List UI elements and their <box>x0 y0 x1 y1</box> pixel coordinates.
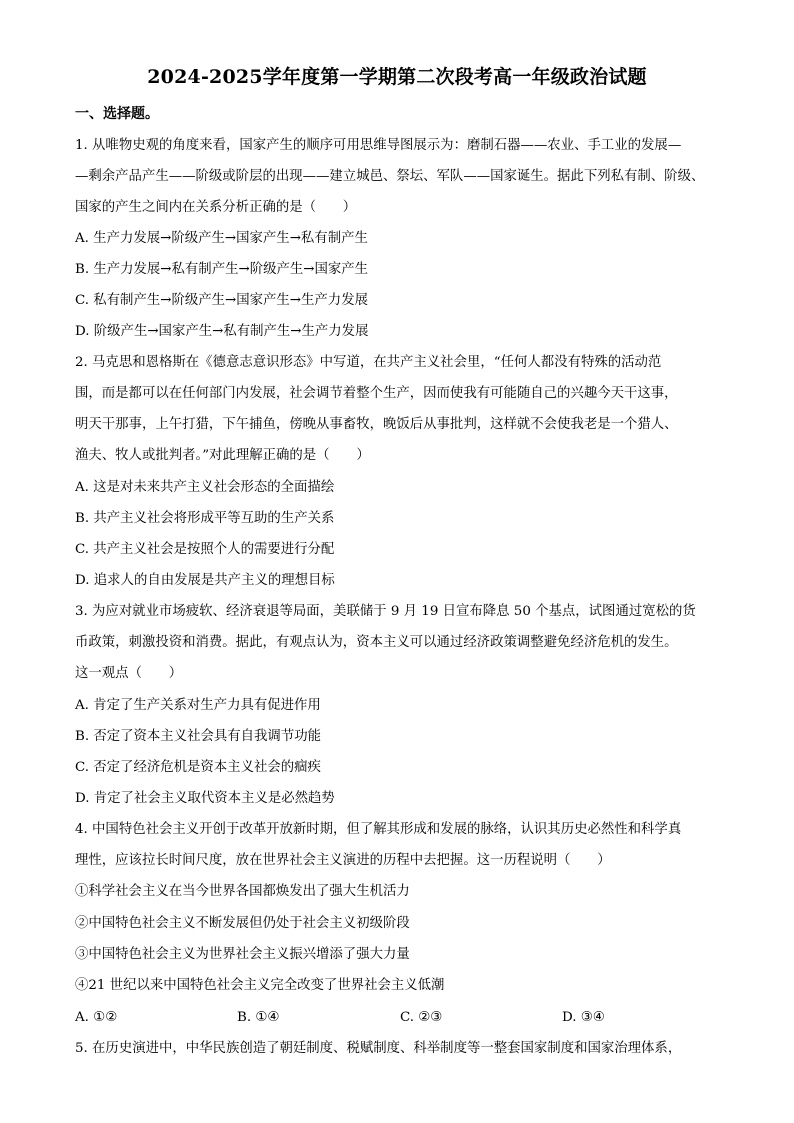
question-3-option-d: D. 肯定了社会主义取代资本主义是必然趋势 <box>75 791 335 806</box>
question-2-option-c: C. 共产主义社会是按照个人的需要进行分配 <box>75 542 335 557</box>
question-2-line-3: 明天干那事，上午打猎，下午捕鱼，傍晚从事畜牧，晚饭后从事批判，这样就不会使我老是一个猎人、 <box>75 417 678 432</box>
question-4-option-d: D. ③④ <box>562 1010 605 1025</box>
question-1-line-3: 国家的产生之间内在关系分析正确的是（ ） <box>75 200 357 215</box>
page-title: 2024-2025学年度第一学期第二次段考高一年级政治试题 <box>147 66 647 88</box>
question-2-line-1: 2. 马克思和恩格斯在《德意志意识形态》中写道，在共产主义社会里，“任何人都没有特殊的活动范 <box>75 355 662 370</box>
question-1-option-a: A. 生产力发展→阶级产生→国家产生→私有制产生 <box>75 231 368 246</box>
question-2-option-d: D. 追求人的自由发展是共产主义的理想目标 <box>75 573 335 588</box>
question-4-line-2: 理性，应该拉长时间尺度，放在世界社会主义演进的历程中去把握。这一历程说明（ ） <box>75 853 611 868</box>
question-2-line-4: 渔夫、牧人或批判者。”对此理解正确的是（ ） <box>75 448 370 463</box>
question-4-line-1: 4. 中国特色社会主义开创于改革开放新时期，但了解其形成和发展的脉络，认识其历史必然性和科学真 <box>75 822 682 837</box>
question-1-line-1: 1. 从唯物史观的角度来看，国家产生的顺序可用思维导图展示为：磨制石器——农业、手工业的发展— <box>75 138 682 153</box>
question-2-option-b: B. 共产主义社会将形成平等互助的生产关系 <box>75 511 335 526</box>
question-5-line-1: 5. 在历史演进中，中华民族创造了朝廷制度、税赋制度、科举制度等一整套国家制度和国家治理体系， <box>75 1041 682 1056</box>
question-1-option-c: C. 私有制产生→阶级产生→国家产生→生产力发展 <box>75 293 368 308</box>
question-4-option-b: B. ①④ <box>237 1010 280 1025</box>
question-3-option-c: C. 否定了经济危机是资本主义社会的痼疾 <box>75 760 321 775</box>
question-4-option-a: A. ①② <box>75 1010 118 1025</box>
question-4-item-3: ③中国特色社会主义为世界社会主义振兴增添了强大力量 <box>75 947 410 962</box>
question-4-item-4: ④21 世纪以来中国特色社会主义完全改变了世界社会主义低潮 <box>75 978 445 993</box>
question-2-option-a: A. 这是对未来共产主义社会形态的全面描绘 <box>75 480 335 495</box>
question-3-line-3: 这一观点（ ） <box>75 666 183 681</box>
question-4-item-1: ①科学社会主义在当今世界各国都焕发出了强大生机活力 <box>75 884 410 899</box>
question-1-option-d: D. 阶级产生→国家产生→私有制产生→生产力发展 <box>75 324 369 339</box>
question-1-option-b: B. 生产力发展→私有制产生→阶级产生→国家产生 <box>75 262 369 277</box>
question-2-line-2: 围，而是都可以在任何部门内发展，社会调节着整个生产，因而使我有可能随自己的兴趣今天干这事， <box>75 386 678 401</box>
question-3-line-2: 币政策，刺激投资和消费。据此，有观点认为，资本主义可以通过经济政策调整避免经济危机的发生。 <box>75 635 678 650</box>
section-heading: 一、选择题。 <box>75 106 159 122</box>
question-1-line-2: —剩余产品产生——阶级或阶层的出现——建立城邑、祭坛、军队——国家诞生。据此下列私有制、阶级、 <box>75 169 705 184</box>
question-3-option-a: A. 肯定了生产关系对生产力具有促进作用 <box>75 698 321 713</box>
question-3-option-b: B. 否定了资本主义社会具有自我调节功能 <box>75 729 321 744</box>
question-4-item-2: ②中国特色社会主义不断发展但仍处于社会主义初级阶段 <box>75 916 410 931</box>
question-3-line-1: 3. 为应对就业市场疲软、经济衰退等局面，美联储于 9 月 19 日宣布降息 50 个基点，试图通过宽松的货 <box>75 604 696 619</box>
question-4-option-c: C. ②③ <box>400 1010 443 1025</box>
